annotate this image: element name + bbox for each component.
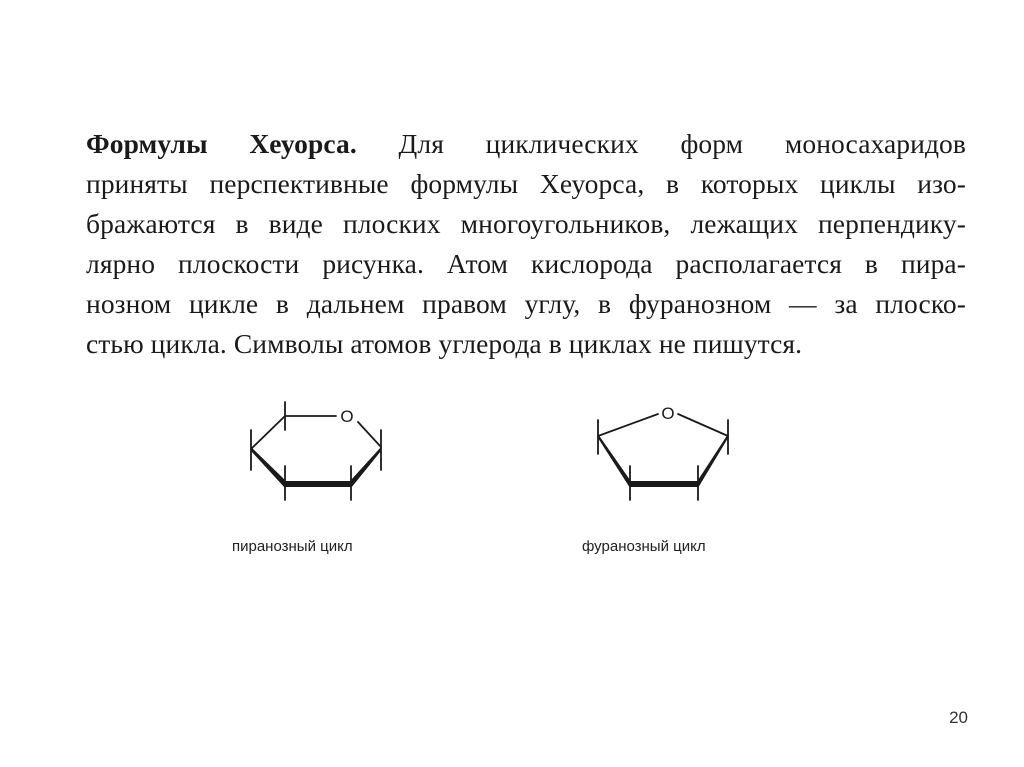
pyranose-front-left-wedge: [251, 447, 285, 488]
furanose-ring-svg: [588, 392, 748, 502]
page-number: 20: [949, 708, 968, 727]
body-paragraph: [86, 124, 966, 364]
pyranose-front-right-wedge: [351, 447, 381, 488]
paragraph-line-6: стью цикла. Символы атомов углерода в циклах не пишутся.: [86, 328, 803, 359]
paragraph-line-1-text: Для циклических форм моносахаридов: [398, 128, 966, 159]
paragraph-line-5: нозном цикле в дальнем правом углу, в фуранозном — за плоско-: [86, 288, 966, 319]
pyranose-oxygen-label: O: [340, 407, 354, 426]
furanose-back-bond-left: [598, 414, 658, 436]
paragraph-line-4: лярно плоскости рисунка. Атом кислорода располагается в пира-: [86, 248, 966, 279]
paragraph-line-2: приняты перспективные формулы Хеуорса, в которых циклы изо-: [86, 168, 966, 199]
pyranose-left-back-bond: [251, 416, 285, 449]
pyranose-caption: пиранозный цикл: [232, 538, 353, 555]
pyranose-ring-svg: [238, 392, 398, 502]
furanose-ring-diagram: [588, 392, 748, 502]
furanose-back-bond-right: [678, 414, 728, 436]
paragraph-line-3: бражаются в виде плоских многоугольников, лежащих перпендику-: [86, 208, 966, 239]
pyranose-ring-diagram: [238, 392, 398, 502]
furanose-oxygen-label: O: [661, 404, 675, 423]
section-heading: Формулы Хеуорса.: [86, 128, 357, 159]
paragraph-line-1: [86, 124, 966, 164]
furanose-caption: фуранозный цикл: [582, 538, 706, 555]
pyranose-back-bond-right: [358, 422, 381, 447]
furanose-front-right-wedge: [698, 434, 728, 488]
furanose-front-left-wedge: [598, 434, 630, 488]
